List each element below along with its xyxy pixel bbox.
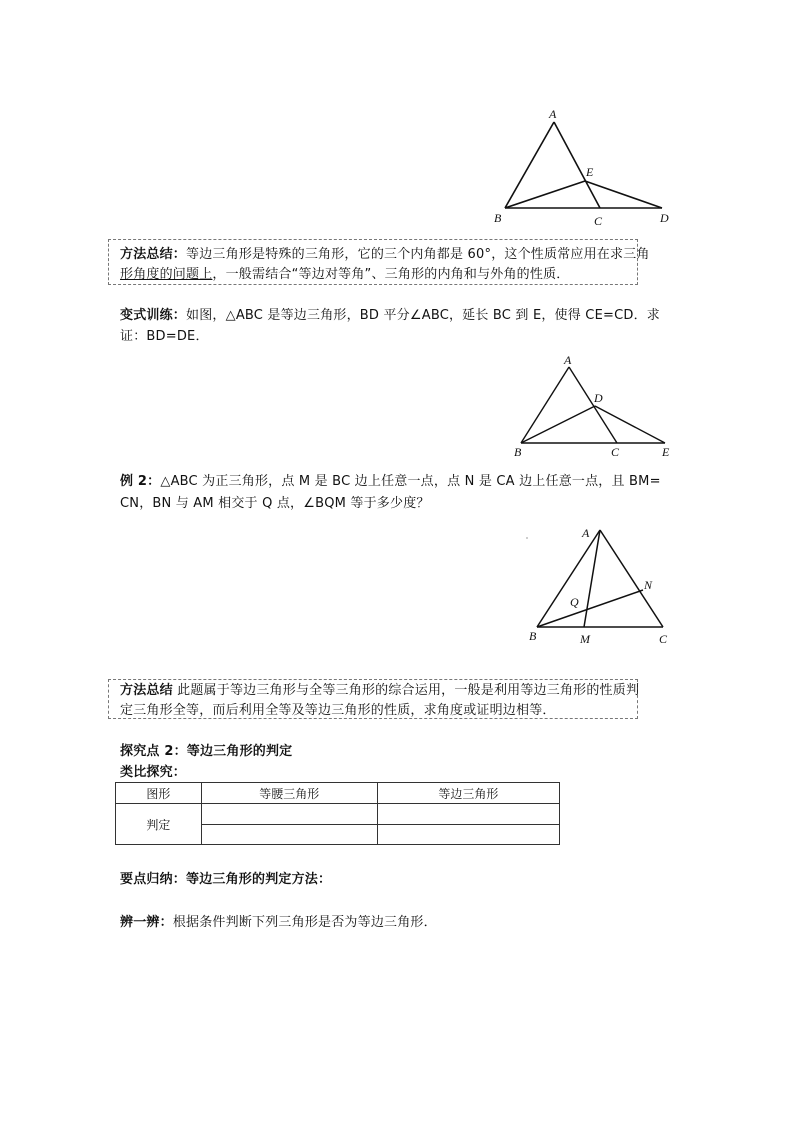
- section-2-title: 探究点 2：等边三角形的判定: [120, 744, 293, 759]
- label-q: Q: [570, 595, 579, 609]
- label-a: A: [549, 107, 557, 121]
- figure-3-triangle: [520, 520, 680, 650]
- summary-2-text-1: 此题属于等边三角形与全等三角形的综合运用，一般是利用等边三角形的性质判: [172, 683, 640, 698]
- label-e: E: [662, 445, 670, 459]
- example-2-text-1: △ABC 为正三角形，点 M 是 BC 边上任意一点，点 N 是 CA 边上任意一点，且 BM=: [160, 474, 661, 489]
- label-c: C: [611, 445, 620, 459]
- figure-1-triangle: [490, 105, 680, 230]
- exercise-label: 变式训练：: [120, 308, 187, 323]
- header-equilateral: 等边三角形: [377, 783, 559, 804]
- identify-label: 辨一辨：: [120, 915, 173, 930]
- label-b: B: [494, 211, 502, 225]
- label-a: A: [564, 353, 572, 367]
- example-2-line-2: [120, 496, 430, 511]
- exercise-text-2: 证：BD=DE．: [120, 329, 209, 344]
- label-c: C: [659, 632, 668, 646]
- summary-2-label: 方法总结: [120, 683, 173, 698]
- summary-2-line-1: [120, 683, 639, 698]
- cell-equilateral-2: [377, 825, 559, 845]
- header-isosceles: 等腰三角形: [201, 783, 377, 804]
- label-e: E: [586, 165, 594, 179]
- label-c: C: [594, 214, 603, 228]
- label-d: D: [594, 391, 603, 405]
- cell-isosceles-2: [201, 825, 377, 845]
- header-figure: 图形: [116, 783, 202, 804]
- label-b: B: [514, 445, 522, 459]
- summary-1-text-2a: 形角度的问题上: [120, 267, 213, 282]
- summary-1-line-2: [120, 267, 569, 282]
- exercise-line-1: [120, 308, 660, 323]
- summary-1-text-2b: ，一般需结合“等边对等角”、三角形的内角和与外角的性质．: [212, 267, 570, 282]
- label-b: B: [529, 629, 537, 643]
- row-label-determination: 判定: [116, 804, 202, 845]
- key-points: 要点归纳：等边三角形的判定方法：: [120, 872, 332, 887]
- label-m: M: [580, 632, 590, 646]
- summary-1-label: 方法总结：: [120, 247, 187, 262]
- identify-line: [120, 915, 437, 930]
- label-d: D: [660, 211, 669, 225]
- label-a: A: [582, 526, 590, 540]
- example-2-text-2: CN，BN 与 AM 相交于 Q 点，∠BQM 等于多少度？: [120, 496, 430, 511]
- comparison-table: [115, 782, 560, 845]
- summary-2-line-2: [120, 703, 556, 718]
- summary-1-line-1: [120, 247, 650, 262]
- identify-text: 根据条件判断下列三角形是否为等边三角形．: [172, 915, 437, 930]
- figure-2-triangle: [508, 352, 678, 462]
- summary-1-text-1: 等边三角形是特殊的三角形，它的三个内角都是 60°，这个性质常应用在求三角: [186, 247, 650, 262]
- example-2-label: 例 2：: [120, 474, 161, 489]
- cell-isosceles-1: [201, 804, 377, 825]
- cell-equilateral-1: [377, 804, 559, 825]
- section-2-subtitle: 类比探究：: [120, 765, 187, 780]
- example-2-line-1: [120, 474, 661, 489]
- exercise-text-1: 如图，△ABC 是等边三角形，BD 平分∠ABC，延长 BC 到 E，使得 CE=CD．求: [186, 308, 660, 323]
- summary-2-text-2: 定三角形全等，而后利用全等及等边三角形的性质，求角度或证明边相等．: [120, 703, 556, 718]
- label-n: N: [644, 578, 653, 592]
- exercise-line-2: [120, 329, 209, 344]
